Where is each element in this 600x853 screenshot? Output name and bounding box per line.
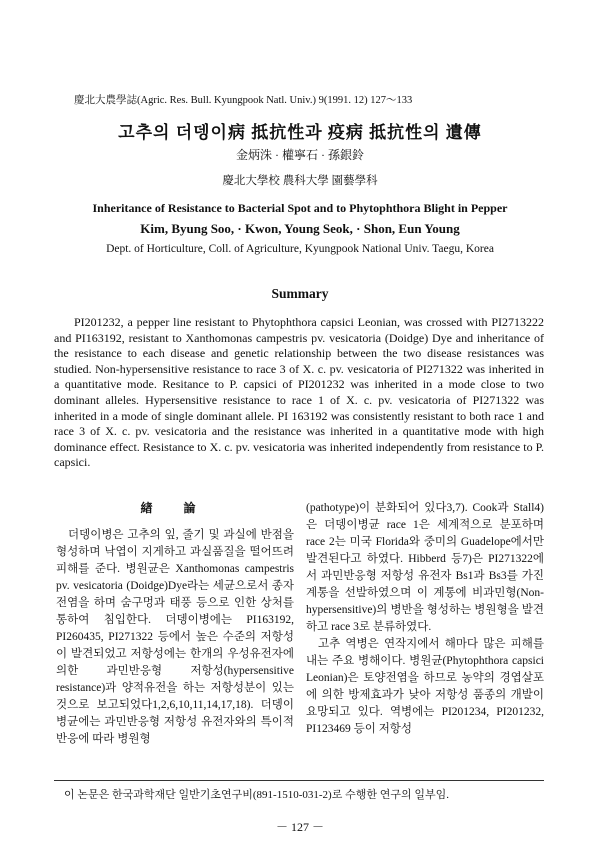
summary-text: PI201232, a pepper line resistant to Phytophthora capsici Leonian, was crossed with PI2713222 and PI163192, resistant to Xanthomonas campestris pv. vesicatoria (Doidge) Dye and inheritance of the resistance to each disease and genetic relationship between the two disease resistances was studied. Non-hypersensitive resistance to race 3 of X. c. pv. vesicatoria of PI271322 was inherited in a quantitative mode. Resitance to P. capsici of PI201232 was inherited in a mode close to two dominant alleles. Hypersensitive resistance to race 1 of X. c. pv. vesicatoria of PI271322 was inherited in a mode of single dominant allele. PI 163192 was consistently resistant to both race 1 and race 3 of X. c. pv. vesicatoria and the resistance was inherited in a quantitative mode with high dominance effect. Resistance to X. c. pv. vesicatoria was inherited independently from resistance to P. capsici. [54, 315, 544, 470]
right-column-para-2: 고추 역병은 연작지에서 해마다 많은 피해를 내는 주요 병해이다. 병원균(Phytophthora capsici Leonian)은 토양전염을 하므로 농약의 경엽살포에 의한 방제효과가 낮아 저항성 품종의 개발이 요망되고 있다. 역병에는 PI201234, PI201232, PI123469 등이 저항성 [306, 638, 544, 735]
page-number: － 127 － [275, 820, 324, 834]
title-english: Inheritance of Resistance to Bacterial Spot and to Phytophthora Blight in Pepper [92, 201, 508, 215]
footnote-divider [54, 780, 544, 781]
right-column [306, 500, 544, 738]
authors-english: Kim, Byung Soo, · Kwon, Young Seok, · Shon, Eun Young [140, 221, 460, 236]
left-column [56, 500, 294, 748]
footnote: 이 논문은 한국과학재단 일반기초연구비(891-1510-031-2)로 수행한 연구의 일부임. [64, 789, 449, 801]
right-column-para-1: (pathotype)이 분화되어 있다3,7). Cook과 Stall4)은 더뎅이병균 race 1은 세계적으로 분포하며 race 2는 미국 Florida와 중미의 Guadelope에서만 발견된다고 하였다. Hibberd 등7)은 PI271322에서 과민반응형 저항성 유전자 Bs1과 Bs3를 가진 계통을 선발하였으며 이 계통에 비과민형(Non-hypersensitive)의 병반을 형성하는 병원형을 발견하고 race 3로 분류하였다. [306, 502, 544, 633]
affiliation-korean: 慶北大學校 農科大學 園藝學科 [222, 175, 378, 187]
summary-heading: Summary [271, 286, 329, 301]
authors-korean: 金炳洙 · 權寧石 · 孫銀鈴 [236, 148, 364, 162]
left-column-text: 더뎅이병은 고추의 잎, 줄기 및 과실에 반점을 형성하며 낙엽이 지게하고 과실품질을 떨어뜨려 피해를 준다. 병원균은 Xanthomonas campestris pv. vesicatoria (Doidge)Dye라는 세균으로서 종자전염을 하며 숨구멍과 태풍 등으로 인한 상처를 통하여 침입한다. 더뎅이병에는 PI163192, PI260435, PI271322 등에서 높은 수준의 저항성이 발견되었고 저항성에는 한개의 우성유전자에 의한 과민반응형 저항성(hypersensitive resistance)과 양적유전을 하는 저항성분이 있는 것으로 보고되었다1,2,6,10,11,14,17,18). 더뎅이병균에는 과민반응형 저항성 유전자와의 특이적 반응에 따라 병원형 [56, 529, 294, 745]
affiliation-english: Dept. of Horticulture, Coll. of Agriculture, Kyungpook National Univ. Taegu, Korea [106, 243, 494, 255]
title-korean: 고추의 더뎅이病 抵抗性과 疫病 抵抗性의 遺傳 [118, 123, 482, 142]
intro-heading: 緖 論 [140, 501, 210, 515]
journal-citation: 慶北大農學誌(Agric. Res. Bull. Kyungpook Natl. Univ.) 9(1991. 12) 127～133 [74, 95, 413, 106]
